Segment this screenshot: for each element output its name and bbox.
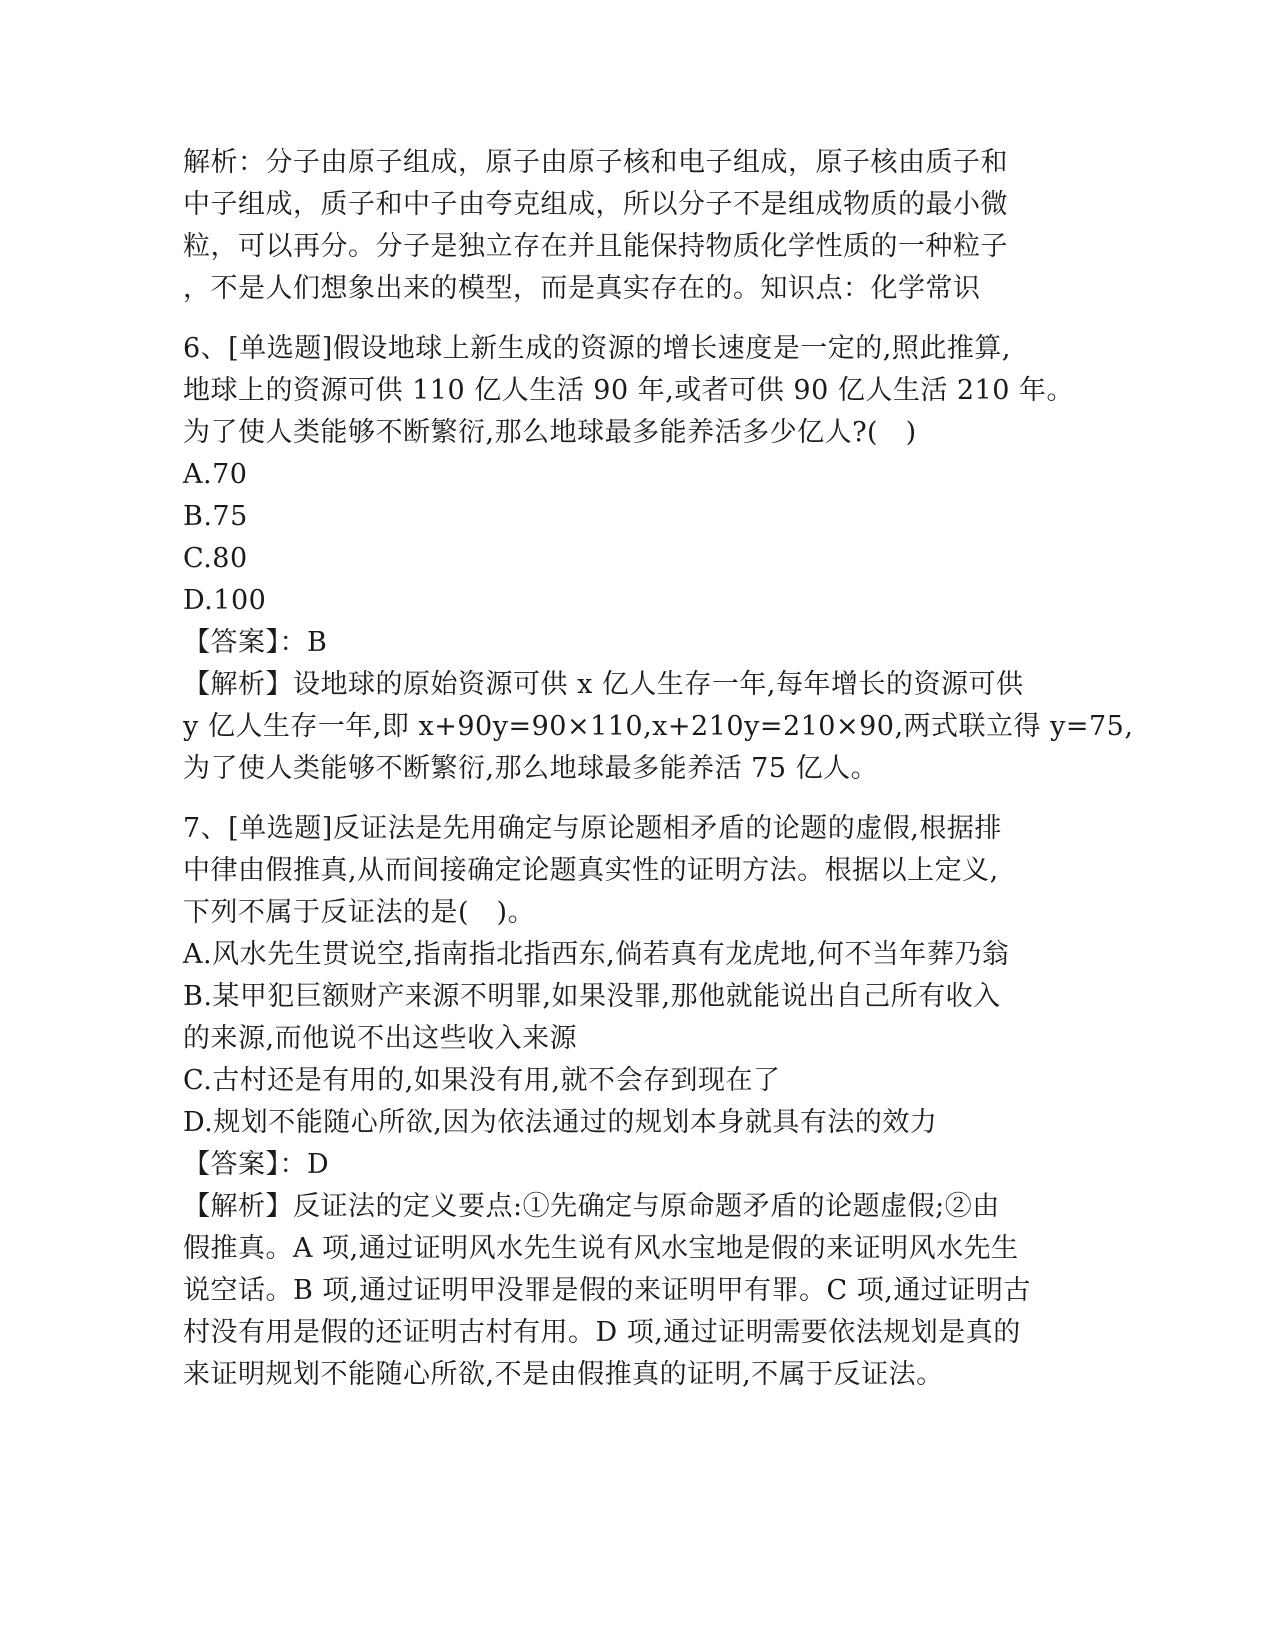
- question-6: [183, 328, 1134, 790]
- option-a: A.70: [183, 459, 248, 490]
- answer-line: 【答案】：D: [183, 1149, 330, 1180]
- analysis-line: 假推真。A 项,通过证明风水先生说有风水宝地是假的来证明风水先生: [183, 1233, 1019, 1264]
- option-d: D.100: [183, 585, 267, 616]
- option-a: A.风水先生贯说空,指南指北指西东,倘若真有龙虎地,何不当年葬乃翁: [183, 939, 1010, 970]
- option-b: B.某甲犯巨额财产来源不明罪,如果没罪,那他就能说出自己所有收入: [183, 981, 1001, 1012]
- question-stem-line: 6、[单选题]假设地球上新生成的资源的增长速度是一定的,照此推算,: [183, 333, 1011, 364]
- analysis-line: 为了使人类能够不断繁衍,那么地球最多能养活 75 亿人。: [183, 753, 879, 784]
- analysis-line: 说空话。B 项,通过证明甲没罪是假的来证明甲有罪。C 项,通过证明古: [183, 1275, 1031, 1306]
- question-stem-line: 下列不属于反证法的是( )。: [183, 897, 536, 928]
- analysis-line: 来证明规划不能随心所欲,不是由假推真的证明,不属于反证法。: [183, 1359, 944, 1390]
- option-b-continued: 的来源,而他说不出这些收入来源: [183, 1023, 578, 1054]
- analysis-line: 【解析】设地球的原始资源可供 x 亿人生存一年,每年增长的资源可供: [183, 669, 1024, 700]
- option-c: C.古村还是有用的,如果没有用,就不会存到现在了: [183, 1065, 781, 1096]
- analysis-line: 村没有用是假的还证明古村有用。D 项,通过证明需要依法规划是真的: [183, 1317, 1021, 1348]
- analysis-line: y 亿人生存一年,即 x+90y=90×110,x+210y=210×90,两式联立得 y=75,: [183, 711, 1134, 742]
- option-c: C.80: [183, 543, 248, 574]
- text-line: ，不是人们想象出来的模型，而是真实存在的。知识点：化学常识: [183, 273, 981, 304]
- question-stem-line: 中律由假推真,从而间接确定论题真实性的证明方法。根据以上定义,: [183, 855, 999, 886]
- option-b: B.75: [183, 501, 248, 532]
- text-line: 中子组成，质子和中子由夸克组成，所以分子不是组成物质的最小微: [183, 189, 1008, 220]
- spacer: [183, 790, 1103, 808]
- question-stem-line: 地球上的资源可供 110 亿人生活 90 年,或者可供 90 亿人生活 210 年。: [183, 375, 1075, 406]
- spacer: [183, 310, 1103, 328]
- answer-line: 【答案】：B: [183, 627, 328, 658]
- text-line: 粒，可以再分。分子是独立存在并且能保持物质化学性质的一种粒子: [183, 231, 1008, 262]
- option-d: D.规划不能随心所欲,因为依法通过的规划本身就具有法的效力: [183, 1107, 938, 1138]
- document-page: [183, 142, 1134, 1396]
- question-stem-line: 7、[单选题]反证法是先用确定与原论题相矛盾的论题的虚假,根据排: [183, 813, 1002, 844]
- text-line: 解析：分子由原子组成，原子由原子核和电子组成，原子核由质子和: [183, 147, 1008, 178]
- intro-explanation: [183, 142, 1103, 310]
- analysis-line: 【解析】反证法的定义要点:①先确定与原命题矛盾的论题虚假;②由: [183, 1191, 1000, 1222]
- question-stem-line: 为了使人类能够不断繁衍,那么地球最多能养活多少亿人?( ): [183, 417, 917, 448]
- question-7: [183, 808, 1103, 1396]
